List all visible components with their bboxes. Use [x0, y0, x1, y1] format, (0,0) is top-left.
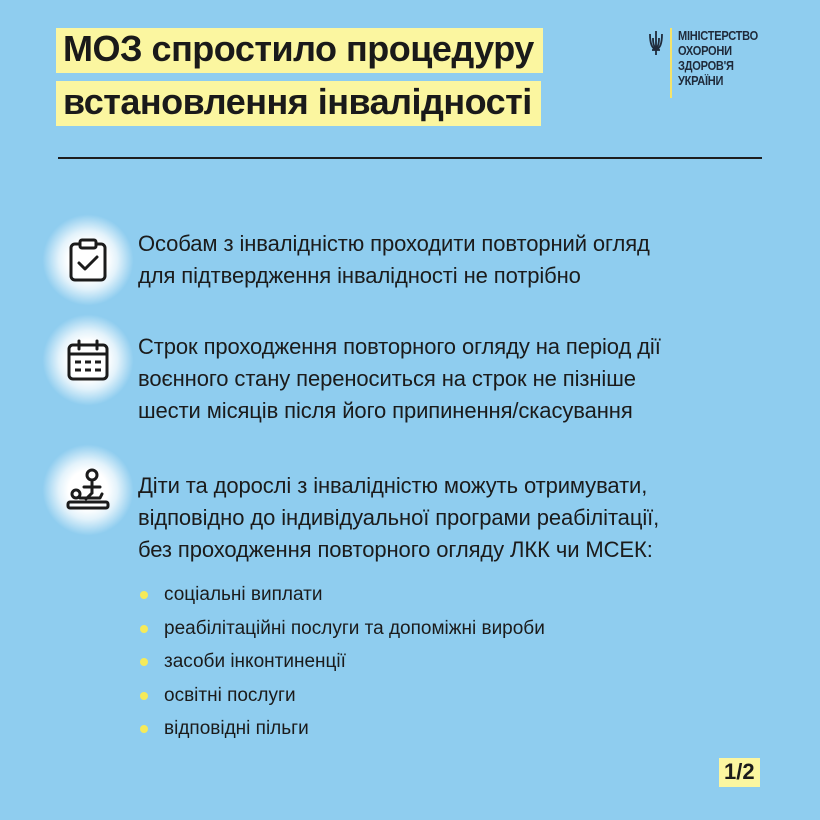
title-line-1: МОЗ спростило процедуру [56, 28, 543, 73]
list-item: соціальні виплати [140, 578, 545, 612]
ministry-logo [648, 28, 772, 98]
logo-divider [670, 28, 672, 98]
trident-icon [648, 30, 664, 56]
item-3-text: Діти та дорослі з інвалідністю можуть отримувати, відповідно до індивідуальної програми реабілітації, без проходження повторного огляду ЛКК чи МСЕК: [138, 473, 660, 562]
clipboard-check-icon [64, 236, 112, 284]
list-item: засоби інконтиненції [140, 645, 545, 679]
list-item: відповідні пільги [140, 712, 545, 746]
item-1-text: Особам з інвалідністю проходити повторний огляд для підтвердження інвалідності не потрібно [138, 231, 650, 288]
page-title [56, 28, 543, 134]
list-item: освітні послуги [140, 679, 545, 713]
calendar-icon-badge [42, 314, 134, 406]
rehabilitation-icon [64, 466, 112, 514]
page-indicator: 1/2 [719, 758, 760, 787]
bullet-dot [140, 658, 148, 666]
rehabilitation-icon-badge [42, 444, 134, 536]
bullet-dot [140, 591, 148, 599]
bullet-dot [140, 692, 148, 700]
clipboard-icon-badge [42, 214, 134, 306]
item-2-text: Строк проходження повторного огляду на період дії воєнного стану переноситься на строк не пізніше шести місяців після його припинення/скасування [138, 334, 661, 423]
ministry-name: МІНІСТЕРСТВО ОХОРОНИ ЗДОРОВ'Я УКРАЇНИ [678, 28, 758, 88]
header-divider [58, 157, 762, 159]
bullet-dot [140, 725, 148, 733]
title-line-2: встановлення інвалідності [56, 81, 541, 126]
calendar-icon [64, 336, 112, 384]
bullet-dot [140, 625, 148, 633]
list-item: реабілітаційні послуги та допоміжні вироби [140, 612, 545, 646]
benefits-list [140, 578, 545, 746]
